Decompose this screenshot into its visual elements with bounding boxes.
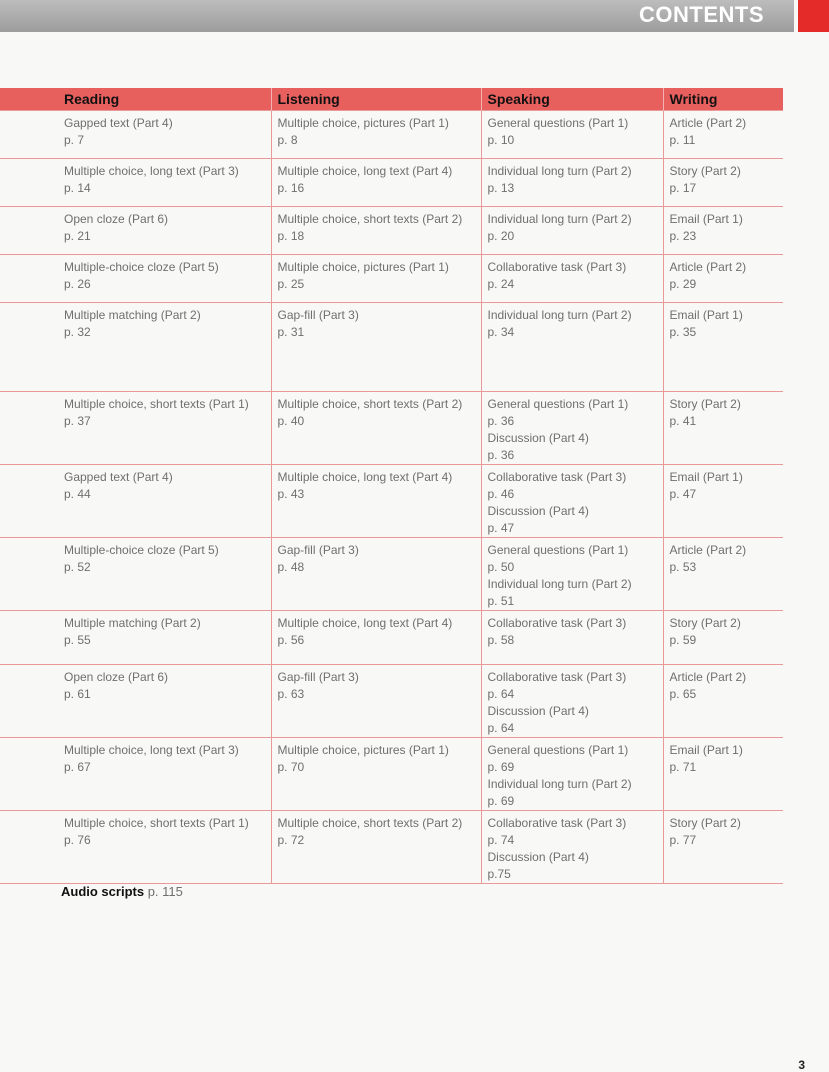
table-row (0, 303, 783, 392)
activity-label: Individual long turn (Part 2) (487, 212, 632, 226)
page-ref: p. 56 (277, 633, 305, 647)
cell-listening (271, 738, 481, 811)
page-ref: p. 77 (669, 833, 697, 847)
cell-speaking (481, 465, 663, 538)
activity-label: Multiple choice, short texts (Part 2) (277, 816, 463, 830)
activity-label: Collaborative task (Part 3) (487, 816, 627, 830)
page-ref: p. 55 (64, 633, 91, 647)
activity-label: Collaborative task (Part 3) (487, 470, 627, 484)
page-ref: p. 46 (487, 487, 515, 501)
activity-label: Discussion (Part 4) (487, 704, 589, 718)
activity-label: Email (Part 1) (669, 308, 743, 322)
activity-label: Multiple matching (Part 2) (64, 308, 201, 322)
cell-speaking (481, 255, 663, 303)
cell-listening (271, 538, 481, 611)
cell-writing (663, 159, 783, 207)
cell-reading (0, 159, 271, 207)
activity-label: General questions (Part 1) (487, 397, 629, 411)
activity-label: Discussion (Part 4) (487, 431, 589, 445)
page-ref: p. 74 (487, 833, 515, 847)
page-ref: p. 52 (64, 560, 91, 574)
activity-label: Multiple-choice cloze (Part 5) (64, 543, 219, 557)
cell-writing (663, 111, 783, 159)
page-ref: p. 65 (669, 687, 697, 701)
page-ref: p. 63 (277, 687, 305, 701)
page-ref: p. 21 (64, 229, 91, 243)
cell-reading (0, 738, 271, 811)
column-header-writing: Writing (663, 88, 783, 111)
activity-label: Multiple choice, long text (Part 4) (277, 164, 453, 178)
cell-listening (271, 392, 481, 465)
activity-label: Multiple choice, short texts (Part 1) (64, 816, 249, 830)
cell-listening (271, 611, 481, 665)
page-ref: p. 37 (64, 414, 91, 428)
cell-reading (0, 111, 271, 159)
audio-scripts-page: p. 115 (147, 884, 183, 899)
cell-reading (0, 538, 271, 611)
activity-label: Collaborative task (Part 3) (487, 616, 627, 630)
cell-reading (0, 811, 271, 884)
page-ref: p. 59 (669, 633, 697, 647)
page-ref: p. 64 (487, 687, 515, 701)
page-ref: p. 34 (487, 325, 515, 339)
page-ref: p. 36 (487, 414, 515, 428)
page-ref: p. 7 (64, 133, 85, 147)
cell-speaking (481, 111, 663, 159)
page-ref: p. 48 (277, 560, 305, 574)
activity-label: Individual long turn (Part 2) (487, 577, 632, 591)
activity-label: Multiple-choice cloze (Part 5) (64, 260, 219, 274)
page-ref: p. 43 (277, 487, 305, 501)
cell-speaking (481, 159, 663, 207)
page-ref: p. 24 (487, 277, 515, 291)
page-ref: p. 31 (277, 325, 305, 339)
cell-writing (663, 255, 783, 303)
table-row (0, 255, 783, 303)
page-ref: p. 51 (487, 594, 515, 608)
activity-label: Multiple choice, short texts (Part 2) (277, 212, 463, 226)
cell-speaking (481, 665, 663, 738)
cell-reading (0, 392, 271, 465)
cell-speaking (481, 811, 663, 884)
cell-writing (663, 465, 783, 538)
page-ref: p. 58 (487, 633, 515, 647)
activity-label: Gapped text (Part 4) (64, 116, 173, 130)
page-ref: p. 76 (64, 833, 91, 847)
page-ref: p. 69 (487, 794, 515, 808)
activity-label: Email (Part 1) (669, 743, 743, 757)
cell-writing (663, 392, 783, 465)
audio-scripts-line (61, 884, 183, 899)
page-ref: p. 64 (487, 721, 515, 735)
cell-writing (663, 811, 783, 884)
page-ref: p. 69 (487, 760, 515, 774)
page-ref: p. 10 (487, 133, 515, 147)
activity-label: Article (Part 2) (669, 116, 747, 130)
activity-label: Email (Part 1) (669, 470, 743, 484)
contents-table (0, 88, 783, 884)
activity-label: Multiple choice, pictures (Part 1) (277, 743, 449, 757)
activity-label: Gap-fill (Part 3) (277, 308, 359, 322)
cell-reading (0, 303, 271, 392)
page-ref: p. 47 (487, 521, 515, 535)
cell-listening (271, 111, 481, 159)
activity-label: Multiple choice, long text (Part 4) (277, 470, 453, 484)
page-ref: p. 20 (487, 229, 515, 243)
page-ref: p. 35 (669, 325, 697, 339)
activity-label: Story (Part 2) (669, 397, 741, 411)
activity-label: Individual long turn (Part 2) (487, 164, 632, 178)
activity-label: Story (Part 2) (669, 816, 741, 830)
table-header-row (0, 88, 783, 111)
activity-label: Article (Part 2) (669, 543, 747, 557)
cell-listening (271, 159, 481, 207)
cell-reading (0, 465, 271, 538)
cell-reading (0, 255, 271, 303)
page-title: CONTENTS (639, 2, 764, 27)
table-row (0, 392, 783, 465)
page-ref: p. 36 (487, 448, 515, 462)
activity-label: General questions (Part 1) (487, 743, 629, 757)
table-row (0, 811, 783, 884)
activity-label: General questions (Part 1) (487, 543, 629, 557)
page-ref: p. 8 (277, 133, 298, 147)
activity-label: Multiple choice, short texts (Part 1) (64, 397, 249, 411)
cell-speaking (481, 392, 663, 465)
page-ref: p. 29 (669, 277, 697, 291)
page-ref: p. 41 (669, 414, 697, 428)
table-row (0, 611, 783, 665)
activity-label: Multiple choice, long text (Part 3) (64, 743, 239, 757)
activity-label: Gapped text (Part 4) (64, 470, 173, 484)
cell-reading (0, 665, 271, 738)
activity-label: Multiple matching (Part 2) (64, 616, 201, 630)
page-ref: p. 11 (669, 133, 696, 147)
activity-label: Gap-fill (Part 3) (277, 543, 359, 557)
cell-listening (271, 665, 481, 738)
cell-reading (0, 611, 271, 665)
page-ref: p. 26 (64, 277, 91, 291)
table-row (0, 111, 783, 159)
activity-label: Open cloze (Part 6) (64, 670, 169, 684)
table-row (0, 465, 783, 538)
cell-writing (663, 738, 783, 811)
cell-writing (663, 538, 783, 611)
page-ref: p. 50 (487, 560, 515, 574)
audio-scripts-label: Audio scripts (61, 884, 145, 899)
cell-listening (271, 207, 481, 255)
page-ref: p. 17 (669, 181, 697, 195)
page-ref: p. 71 (669, 760, 697, 774)
table-row (0, 738, 783, 811)
page-ref: p. 23 (669, 229, 697, 243)
column-header-listening: Listening (271, 88, 481, 111)
page-ref: p. 70 (277, 760, 305, 774)
table-row (0, 159, 783, 207)
table-row (0, 665, 783, 738)
activity-label: Individual long turn (Part 2) (487, 308, 632, 322)
page-ref: p. 67 (64, 760, 91, 774)
cell-speaking (481, 538, 663, 611)
cell-listening (271, 465, 481, 538)
activity-label: Individual long turn (Part 2) (487, 777, 632, 791)
cell-listening (271, 303, 481, 392)
activity-label: Story (Part 2) (669, 164, 741, 178)
activity-label: Open cloze (Part 6) (64, 212, 169, 226)
section-tab (798, 0, 829, 32)
activity-label: Multiple choice, long text (Part 3) (64, 164, 239, 178)
cell-reading (0, 207, 271, 255)
page-ref: p. 25 (277, 277, 305, 291)
cell-writing (663, 303, 783, 392)
cell-listening (271, 811, 481, 884)
cell-writing (663, 207, 783, 255)
activity-label: Multiple choice, long text (Part 4) (277, 616, 453, 630)
page-ref: p. 14 (64, 181, 91, 195)
activity-label: Discussion (Part 4) (487, 504, 589, 518)
cell-speaking (481, 303, 663, 392)
page-ref: p. 53 (669, 560, 697, 574)
page-ref: p. 13 (487, 181, 515, 195)
table-row (0, 538, 783, 611)
page-ref: p. 44 (64, 487, 91, 501)
page-ref: p. 32 (64, 325, 91, 339)
column-header-speaking: Speaking (481, 88, 663, 111)
page-ref: p. 72 (277, 833, 305, 847)
activity-label: Multiple choice, pictures (Part 1) (277, 116, 449, 130)
column-header-reading: Reading (0, 88, 271, 111)
activity-label: General questions (Part 1) (487, 116, 629, 130)
cell-speaking (481, 207, 663, 255)
page-ref: p.75 (487, 867, 511, 881)
cell-speaking (481, 738, 663, 811)
page-ref: p. 40 (277, 414, 305, 428)
cell-writing (663, 611, 783, 665)
activity-label: Story (Part 2) (669, 616, 741, 630)
activity-label: Collaborative task (Part 3) (487, 260, 627, 274)
activity-label: Discussion (Part 4) (487, 850, 589, 864)
page-ref: p. 61 (64, 687, 91, 701)
activity-label: Article (Part 2) (669, 260, 747, 274)
cell-writing (663, 665, 783, 738)
header-band (0, 0, 794, 32)
page-ref: p. 16 (277, 181, 305, 195)
cell-listening (271, 255, 481, 303)
cell-speaking (481, 611, 663, 665)
activity-label: Article (Part 2) (669, 670, 747, 684)
table-body (0, 111, 783, 884)
activity-label: Gap-fill (Part 3) (277, 670, 359, 684)
activity-label: Email (Part 1) (669, 212, 743, 226)
table-row (0, 207, 783, 255)
page-ref: p. 47 (669, 487, 697, 501)
activity-label: Multiple choice, pictures (Part 1) (277, 260, 449, 274)
page-ref: p. 18 (277, 229, 305, 243)
activity-label: Multiple choice, short texts (Part 2) (277, 397, 463, 411)
page-number: 3 (798, 1058, 805, 1072)
activity-label: Collaborative task (Part 3) (487, 670, 627, 684)
